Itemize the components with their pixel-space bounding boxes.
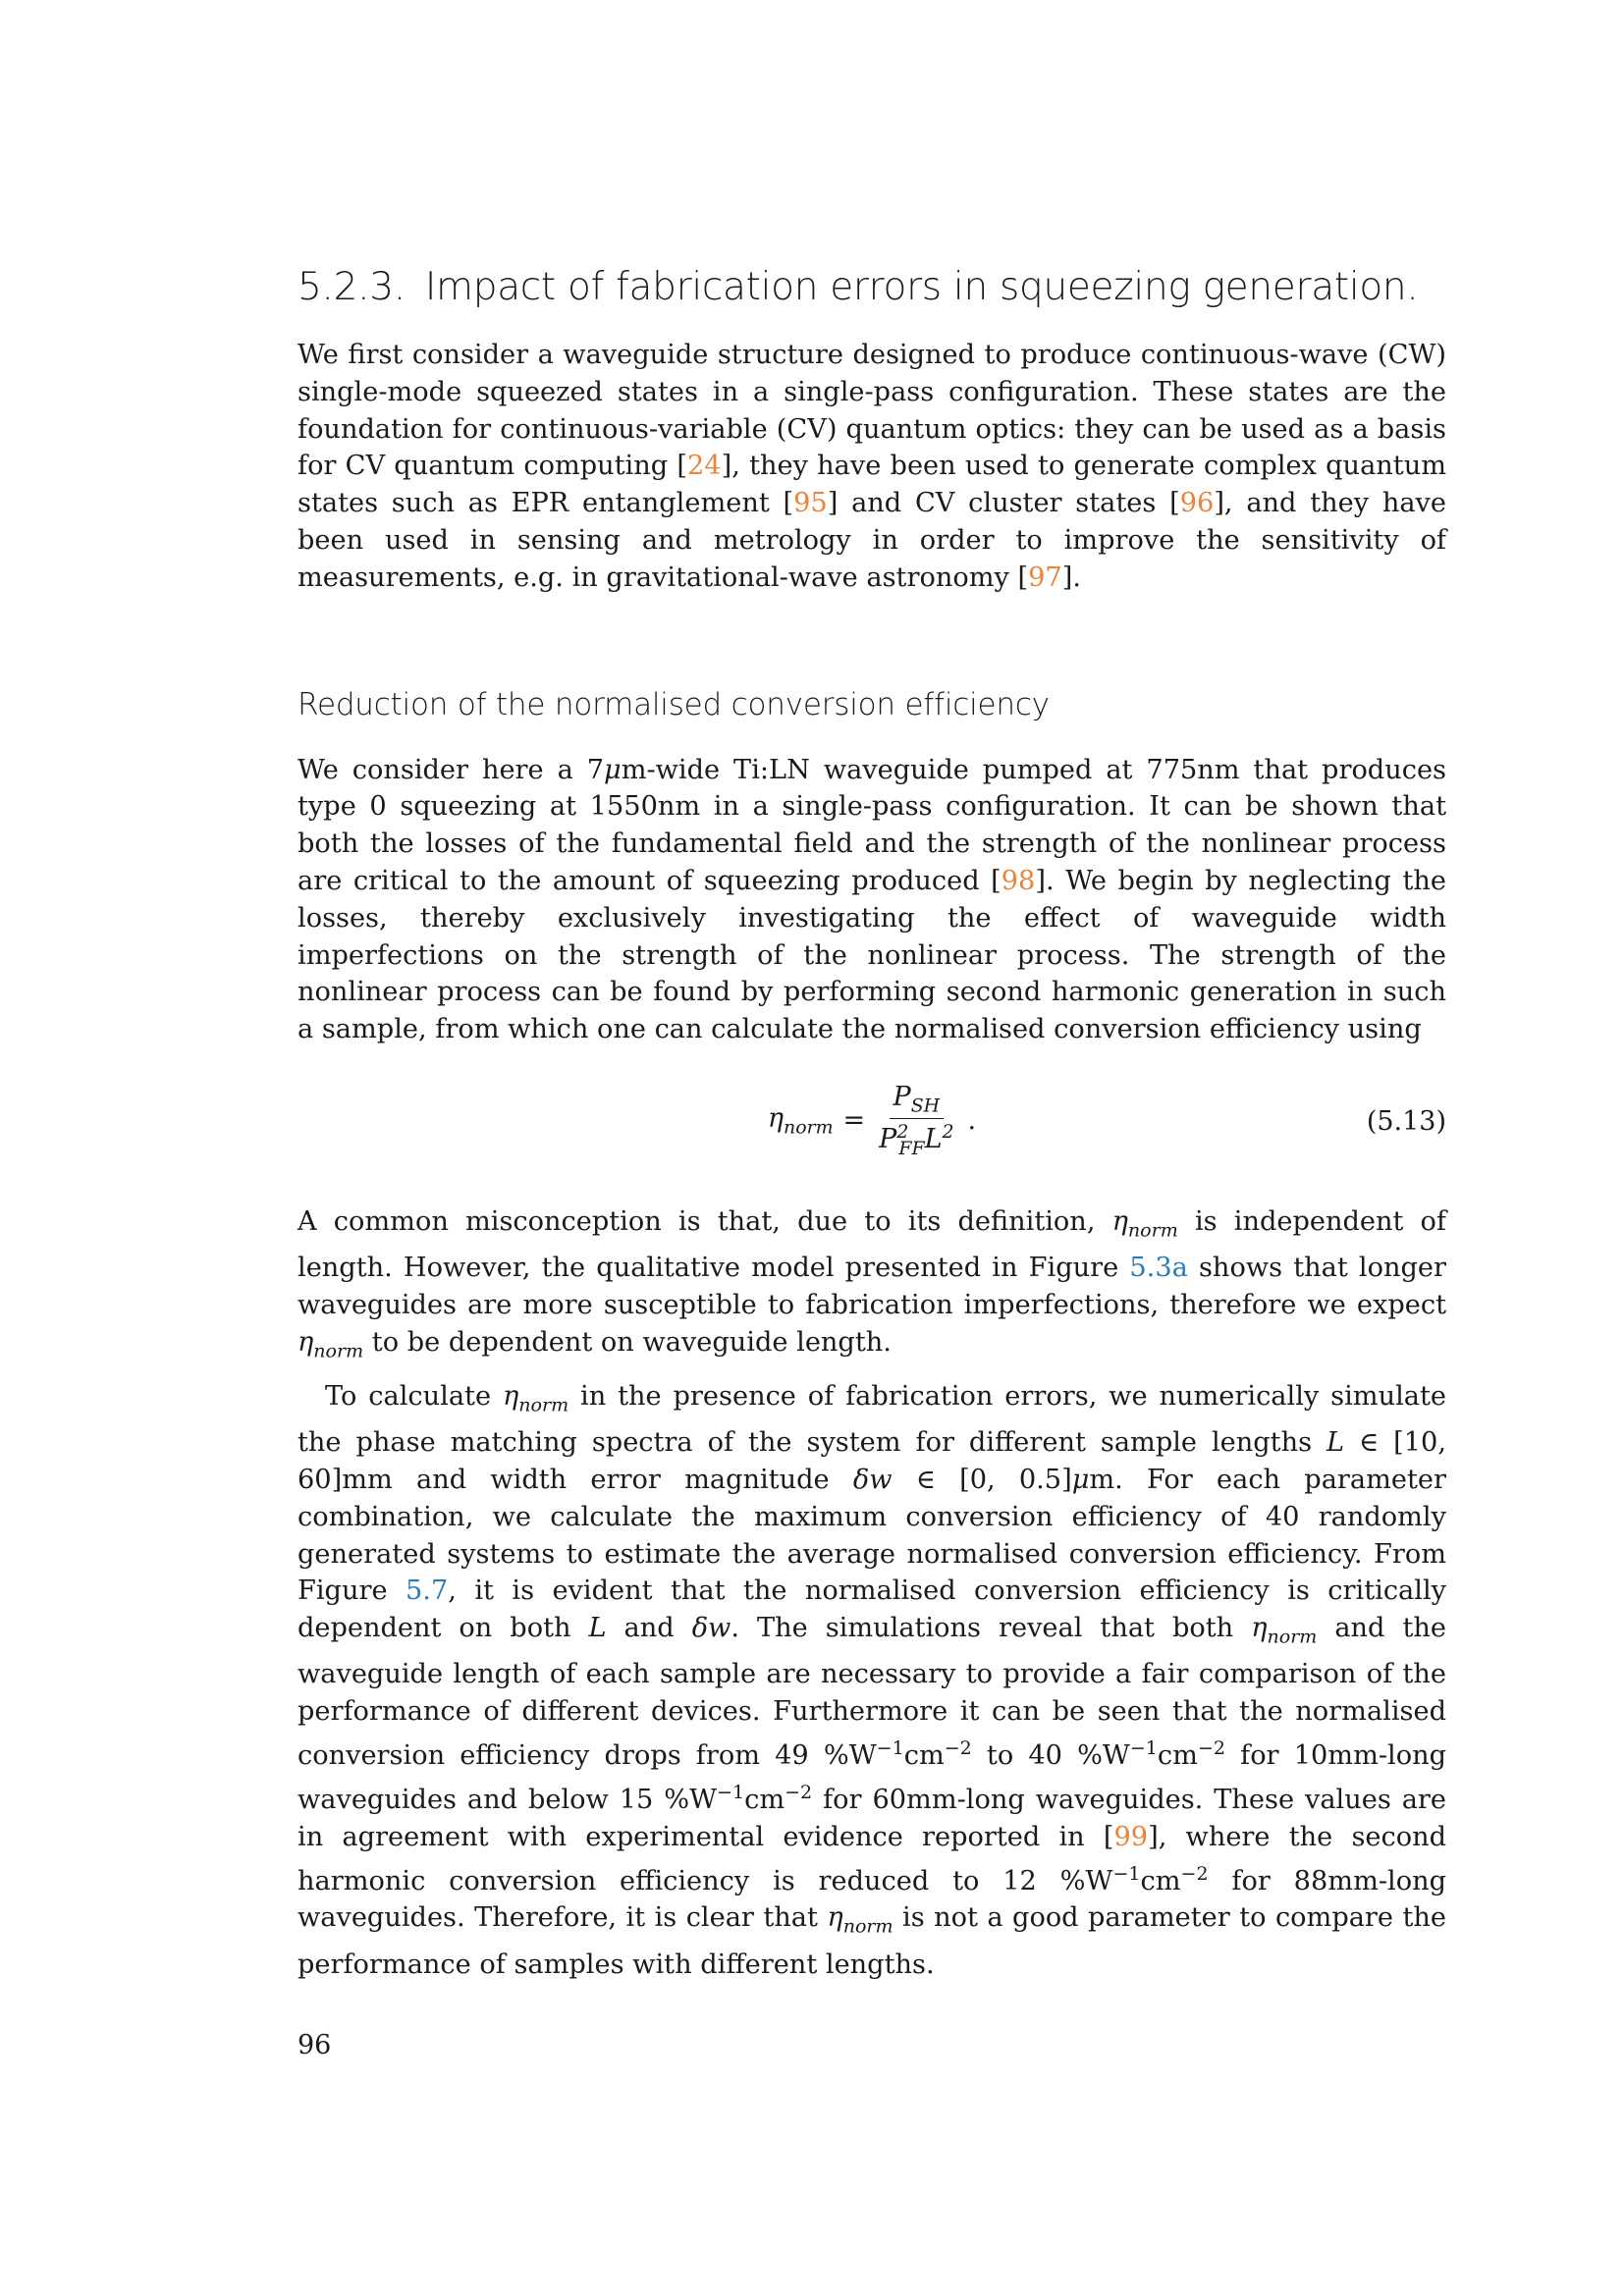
section-number: 5.2.3. xyxy=(298,265,406,309)
page-content xyxy=(298,265,1446,1983)
equation-5-13: $\eta_{norm}$ = $\frac{P_{SH}}{P^2_{FF}L^2}$ . (5.13) xyxy=(767,1081,1446,1159)
section-title-text: Impact of fabrication errors in squeezing generation. xyxy=(424,265,1419,309)
paragraph-intro: We first consider a waveguide structure designed to produce continuous-wave (CW) single-mode squeezed states in a single-pass configuration. These states are the foundation for continuous-variable (CV) quantum optics: they can be used as a basis for CV quantum computing [24], they have been used to generate complex quantum states such as EPR entanglement [95] and CV cluster states [96], and they have been used in sensing and metrology in order to improve the sensitivity of measurements, e.g. in gravitational-wave astronomy [97]. xyxy=(298,340,1447,593)
equation-fraction: $\frac{P_{SH}}{P^2_{FF}L^2}$ xyxy=(879,1081,954,1159)
citation-link[interactable]: 95 xyxy=(793,488,828,519)
paragraph-simulation: To calculate $\eta_{norm}$ in the presence of fabrication errors, we numerically simulate the phase matching spectra of the system for different sample lengths L ∈ [10, 60]mm and width error magnitude δw ∈ [0, 0.5]μm. For each parameter combination, we calculate the maximum conversion efficiency of 40 randomly generated systems to estimate the average normalised conversion efficiency. From Figure 5.7, it is evident that the normalised conversion efficiency is critically dependent on both L and δw. The simulations reveal that both $\eta_{norm}$ and the waveguide length of each sample are necessary to provide a fair comparison of the performance of different devices. Furthermore it can be seen that the normalised conversion efficiency drops from 49 $\%W^{-1}cm^{-2}$ to 40 $\%W^{-1}cm^{-2}$ for 10mm-long waveguides and below 15 $\%W^{-1}cm^{-2}$ for 60mm-long waveguides. These values are in agreement with experimental evidence reported in [99], where the second harmonic conversion efficiency is reduced to 12 $\%W^{-1}cm^{-2}$ for 88mm-long waveguides. Therefore, it is clear that $\eta_{norm}$ is not a good parameter to compare the performance of samples with different lengths. xyxy=(298,1381,1447,1980)
paragraph-waveguide: We consider here a 7μm-wide Ti:LN waveguide pumped at 775nm that produces type 0 squeezing at 1550nm in a single-pass configuration. It can be shown that both the losses of the fundamental field and the strength of the nonlinear process are critical to the amount of squeezing produced [98]. We begin by neglecting the losses, thereby exclusively investigating the effect of waveguide width imperfections on the strength of the nonlinear process. The strength of the nonlinear process can be found by performing second harmonic generation in such a sample, from which one can calculate the normalised conversion efficiency using xyxy=(298,754,1447,1045)
figure-reference-link[interactable]: 5.3a xyxy=(1129,1253,1188,1284)
subsection-title: Reduction of the normalised conversion efficiency xyxy=(298,686,1050,722)
section-title xyxy=(298,265,1446,309)
figure-reference-link[interactable]: 5.7 xyxy=(406,1575,449,1607)
citation-link[interactable]: 24 xyxy=(687,451,722,482)
equation-number: (5.13) xyxy=(1366,1105,1446,1137)
citation-link[interactable]: 98 xyxy=(1001,865,1036,896)
page-number: 96 xyxy=(298,2030,332,2060)
paragraph-misconception: A common misconception is that, due to its definition, $\eta_{norm}$ is independent of length. However, the qualitative model presented in Figure 5.3a shows that longer waveguides are more susceptible to fabrication imperfections, therefore we expect $\eta_{norm}$ to be dependent on waveguide length. xyxy=(298,1205,1446,1362)
citation-link[interactable]: 96 xyxy=(1179,488,1215,519)
citation-link[interactable]: 97 xyxy=(1028,561,1062,593)
citation-link[interactable]: 99 xyxy=(1113,1821,1149,1852)
